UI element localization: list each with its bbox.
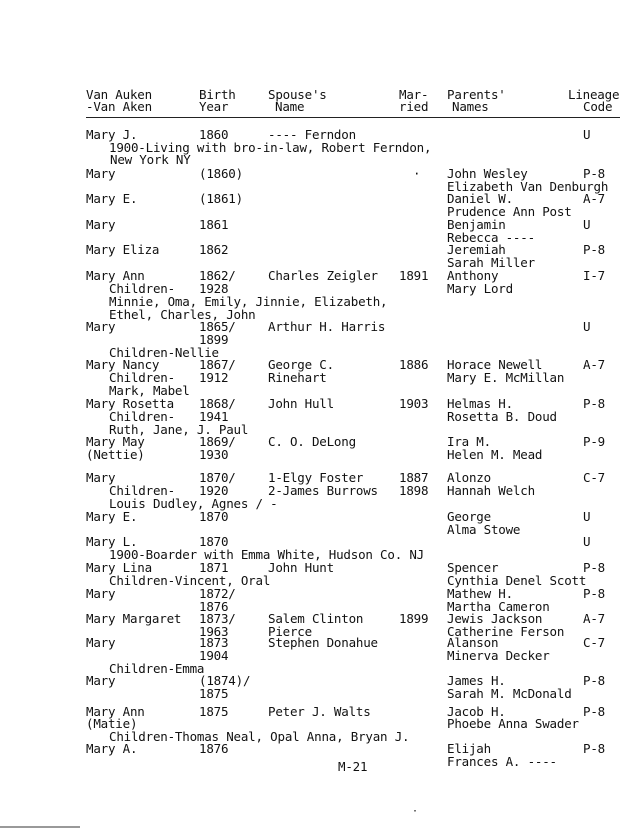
entry-birth: 1873/ [199,611,236,626]
entry-birth: 1871 [199,560,229,575]
entry-code: A-7 [583,611,605,626]
entry-code: P-8 [583,704,605,719]
entry-birth: 1899 [199,332,229,347]
entry-spouse: Pierce [268,624,312,639]
entry-birth: 1865/ [199,319,236,334]
entry-note: Minnie, Oma, Emily, Jinnie, Elizabeth, [109,294,388,309]
entry-parents: Sarah Miller [447,255,535,270]
entry-birth: 1875 [199,704,229,719]
entry-name: Mary [86,319,116,334]
entry-birth: (1874)/ [199,673,251,688]
entry-parents: Jacob H. [447,704,506,719]
entry-child: Children- [109,409,175,424]
entry-birth: 1867/ [199,357,236,372]
entry-code: A-7 [583,191,605,206]
entry-birth: 1872/ [199,586,236,601]
entry-name: Mary Eliza [86,242,160,257]
entry-parents: Jeremiah [447,242,506,257]
entry-parents: Elijah [447,741,491,756]
entry-spouse: Rinehart [268,370,327,385]
entry-birth: 1875 [199,686,229,701]
entry-parents: Catherine Ferson [447,624,565,639]
entry-child: Children- [109,281,175,296]
entry-married: 1898 [399,483,429,498]
entry-code: P-8 [583,586,605,601]
entry-parents: George [447,509,491,524]
entry-note: Ethel, Charles, John [109,307,256,322]
entry-parents: Prudence Ann Post [447,204,572,219]
entry-name: Mary [86,586,116,601]
entry-parents: Alonzo [447,470,491,485]
entry-birth: 1861 [199,217,229,232]
entry-child: Children- [109,483,175,498]
entry-name: Mary Margaret [86,611,182,626]
entry-birth: 1873 [199,635,229,650]
entry-name: (Nettie) [86,447,145,462]
entry-birth: 1876 [199,741,229,756]
entry-note: Children-Nellie [109,345,219,360]
entry-parents: Helen M. Mead [447,447,543,462]
entry-name: Mary [86,635,116,650]
page-number: M-21 [338,759,368,774]
entry-name: Mary May [86,434,145,449]
entry-code: I-7 [583,268,605,283]
entry-code: P-8 [583,560,605,575]
entry-parents: Minerva Decker [447,648,550,663]
entry-married: 1887 [399,470,429,485]
entry-name: Mary L. [86,534,138,549]
entry-birth: 1868/ [199,396,236,411]
entry-birth: 1920 [199,483,229,498]
entry-birth: 1860 [199,127,229,142]
entry-parents: Elizabeth Van Denburgh [447,179,609,194]
entry-birth: 1904 [199,648,229,663]
header-names: Names [452,99,489,114]
entry-code: P-8 [583,166,605,181]
entry-parents: Alanson [447,635,499,650]
entry-note: Children-Thomas Neal, Opal Anna, Bryan J. [109,729,410,744]
entry-note: Children-Vincent, Oral [109,573,271,588]
entry-spouse: John Hunt [268,560,334,575]
entry-married: 1891 [399,268,429,283]
entry-parents: Ira M. [447,434,491,449]
entry-parents: Benjamin [447,217,506,232]
entry-code: P-8 [583,396,605,411]
entry-birth: 1941 [199,409,229,424]
entry-spouse: Peter J. Walts [268,704,371,719]
entry-code: U [583,217,591,232]
entry-spouse: John Hull [268,396,334,411]
entry-parents: Frances A. ---- [447,754,557,769]
entry-name: Mary J. [86,127,138,142]
entry-birth: (1860) [199,166,243,181]
entry-code: P-9 [583,434,605,449]
entry-birth: 1963 [199,624,229,639]
header-rule [86,117,620,118]
entry-parents: Helmas H. [447,396,513,411]
entry-spouse: George C. [268,357,334,372]
entry-name: (Matie) [86,716,138,731]
entry-spouse: Stephen Donahue [268,635,378,650]
entry-married: 1903 [399,396,429,411]
entry-code: P-8 [583,741,605,756]
entry-parents: Rebecca ---- [447,230,535,245]
entry-parents: Rosetta B. Doud [447,409,557,424]
entry-code: A-7 [583,357,605,372]
header-van-auken: Van Auken [86,87,152,102]
entry-code: U [583,534,591,549]
entry-parents: James H. [447,673,506,688]
entry-name: Mary A. [86,741,138,756]
header-lineage: Lineage [568,87,620,102]
entry-name: Mary Lina [86,560,152,575]
entry-note: 1900-Living with bro-in-law, Robert Ferndon, [109,140,432,155]
entry-note: Ruth, Jane, J. Paul [109,422,249,437]
entry-name: Mary [86,470,116,485]
entry-birth: 1870/ [199,470,236,485]
entry-name: Mary Rosetta [86,396,174,411]
entry-parents: Martha Cameron [447,599,550,614]
entry-code: P-8 [583,673,605,688]
entry-birth: 1912 [199,370,229,385]
entry-spouse: ---- Ferndon [268,127,356,142]
entry-note2: New York NY [110,152,191,167]
entry-married: 1899 [399,611,429,626]
entry-code: C-7 [583,635,605,650]
header-parents: Parents' [447,87,506,102]
entry-name: Mary [86,217,116,232]
entry-parents: Mathew H. [447,586,513,601]
header-year: Year [199,99,229,114]
entry-child: Children- [109,370,175,385]
entry-parents: Horace Newell [447,357,543,372]
entry-parents: Phoebe Anna Swader [447,716,579,731]
stray-mark: · [412,806,418,817]
entry-code: P-8 [583,242,605,257]
entry-name: Mary E. [86,509,138,524]
entry-married: 1886 [399,357,429,372]
entry-note: 1900-Boarder with Emma White, Hudson Co. NJ [109,547,425,562]
header-spouses: Spouse's [268,87,327,102]
entry-code: U [583,319,591,334]
entry-birth: 1876 [199,599,229,614]
entry-birth: 1862 [199,242,229,257]
entry-spouse: Arthur H. Harris [268,319,386,334]
entry-code: C-7 [583,470,605,485]
entry-parents: Mary E. McMillan [447,370,565,385]
entry-name: Mary Ann [86,704,145,719]
entry-parents: Daniel W. [447,191,513,206]
header-name: Name [275,99,305,114]
entry-birth: (1861) [199,191,243,206]
entry-name: Mary Nancy [86,357,160,372]
entry-birth: 1930 [199,447,229,462]
entry-birth: 1862/ [199,268,236,283]
entry-parents: Sarah M. McDonald [447,686,572,701]
entry-code: U [583,127,591,142]
entry-name: Mary Ann [86,268,145,283]
header-birth: Birth [199,87,236,102]
entry-spouse: Charles Zeigler [268,268,378,283]
entry-note: Louis Dudley, Agnes / - [109,496,278,511]
entry-birth: 1869/ [199,434,236,449]
entry-note: Mark, Mabel [109,383,190,398]
header-mar: Mar- [399,87,429,102]
entry-parents: John Wesley [447,166,528,181]
header-van-aken: -Van Aken [86,99,152,114]
entry-birth: 1928 [199,281,229,296]
entry-spouse: Salem Clinton [268,611,364,626]
entry-married: · [413,166,421,181]
entry-name: Mary E. [86,191,138,206]
entry-spouse: 2-James Burrows [268,483,378,498]
entry-parents: Mary Lord [447,281,513,296]
entry-parents: Alma Stowe [447,522,521,537]
entry-parents: Anthony [447,268,499,283]
entry-parents: Spencer [447,560,499,575]
entry-parents: Hannah Welch [447,483,535,498]
header-ried: ried [399,99,429,114]
entry-birth: 1870 [199,534,229,549]
entry-parents: Jewis Jackson [447,611,543,626]
entry-spouse: 1-Elgy Foster [268,470,364,485]
entry-code: U [583,509,591,524]
entry-parents: Cynthia Denel Scott [447,573,587,588]
entry-name: Mary [86,166,116,181]
entry-birth: 1870 [199,509,229,524]
entry-spouse: C. O. DeLong [268,434,356,449]
entry-note: Children-Emma [109,661,205,676]
entry-name: Mary [86,673,116,688]
header-code: Code [583,99,613,114]
